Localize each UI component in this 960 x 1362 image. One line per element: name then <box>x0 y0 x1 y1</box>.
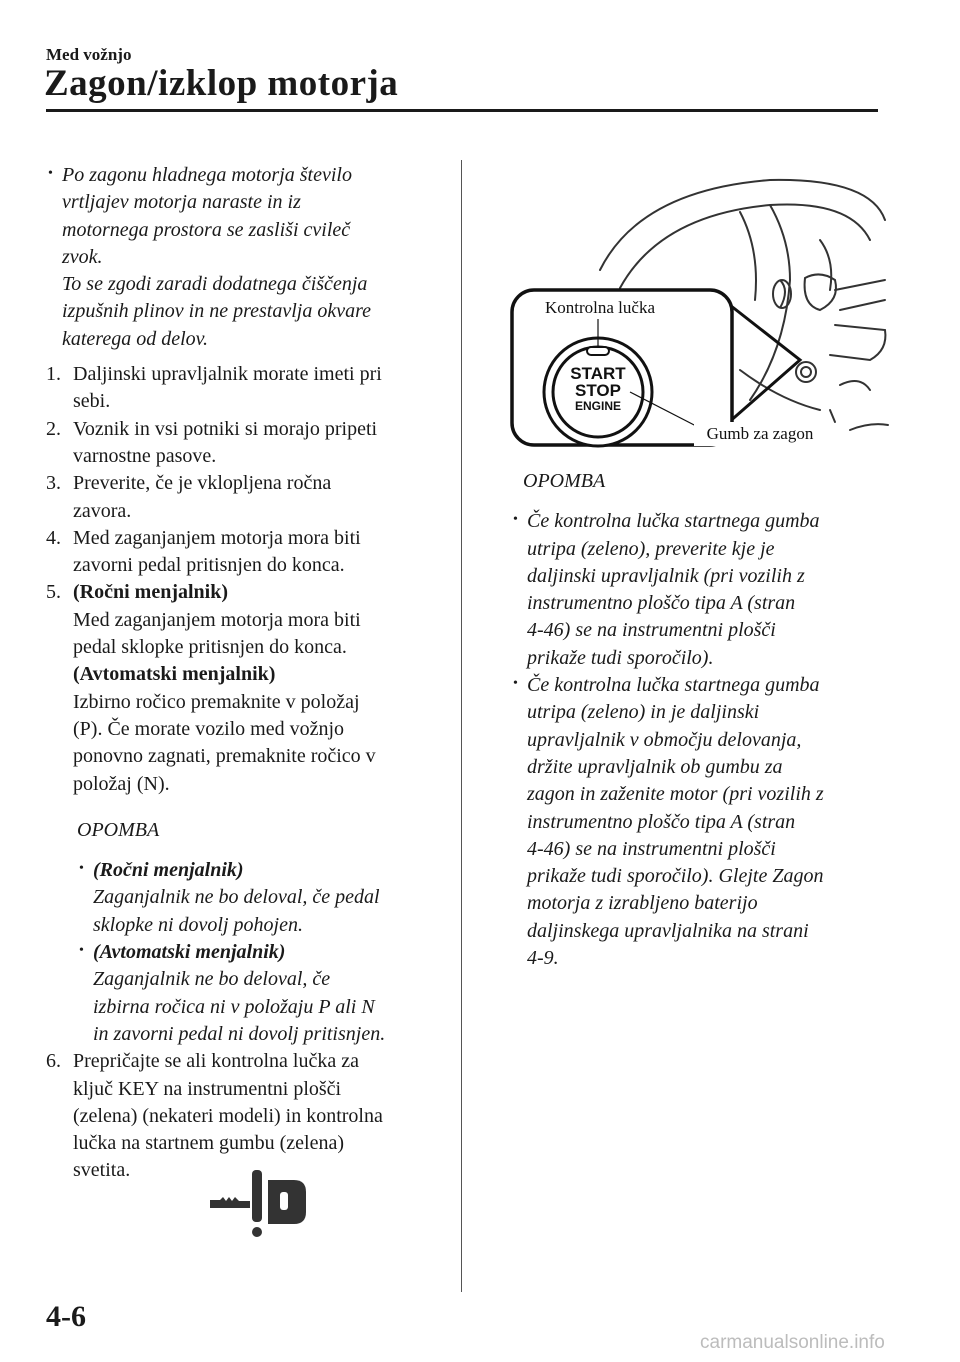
text-line: izbirna ročica ni v položaju P ali N <box>93 995 375 1018</box>
text-line: daljinski upravljalnik (pri vozilih z <box>527 564 805 587</box>
text-line: Prepričajte se ali kontrolna lučka za <box>73 1050 359 1073</box>
text-line: zavora. <box>73 499 132 522</box>
text-line: To se zgodi zaradi dodatnega čiščenja <box>62 273 368 296</box>
step-1 <box>46 361 441 416</box>
step-3 <box>46 470 441 525</box>
text-line: katerega od delov. <box>62 327 209 350</box>
text-line: svetita. <box>73 1159 131 1182</box>
note-bullet-automatic <box>77 939 441 1048</box>
text-line: držite upravljalnik ob gumbu za <box>527 755 783 778</box>
step-number: 5. <box>46 581 61 604</box>
text-line: motorja z izrabljeno baterijo <box>527 892 758 915</box>
text-line: • Po zagonu hladnega motorja število <box>62 164 352 186</box>
text-line: (P). Če morate vozilo med vožnjo <box>73 717 345 740</box>
text-line: Zaganjalnik ne bo deloval, če <box>93 968 331 991</box>
text-line: utripa (zeleno), preverite kje je <box>527 537 775 560</box>
text-line: • Če kontrolna lučka startnega gumba <box>527 674 820 697</box>
text-line: Voznik in vsi potniki si morajo pripeti <box>73 417 378 440</box>
text-line: Preverite, če je vklopljena ročna <box>73 472 332 495</box>
text-line: • (Avtomatski menjalnik) <box>93 941 286 964</box>
left-column <box>46 162 441 1185</box>
page-title: Zagon/izklop motorja <box>44 63 399 104</box>
text-line: upravljalnik v območju delovanja, <box>527 728 802 751</box>
text-line: motornega prostora se zasliši cvileč <box>62 218 351 241</box>
button-text-engine: ENGINE <box>574 399 622 413</box>
column-divider <box>461 160 462 1292</box>
page-number: 4-6 <box>46 1300 86 1333</box>
step-4 <box>46 525 441 580</box>
text-line: (zelena) (nekateri modeli) in kontrolna <box>73 1104 383 1127</box>
button-text-stop: STOP <box>575 381 621 400</box>
section-label: Med vožnjo <box>46 45 132 64</box>
button-text-start: START <box>570 364 626 383</box>
text-line: zavorni pedal pritisnjen do konca. <box>73 554 345 577</box>
text-line: ključ KEY na instrumentni plošči <box>73 1077 342 1100</box>
text-line: 4-46) se na instrumentni plošči <box>527 837 776 860</box>
start-button-figure <box>490 160 890 450</box>
step-5 <box>46 579 441 797</box>
key-warning-icon <box>206 1168 310 1240</box>
automatic-transmission-heading: (Avtomatski menjalnik) <box>73 663 276 686</box>
text-line: izpušnih plinov in ne prestavlja okvare <box>62 300 372 323</box>
watermark: carmanualsonline.info <box>700 1332 885 1353</box>
text-line: in zavorni pedal ni dovolj pritisnjen. <box>93 1022 386 1045</box>
text-line: Izbirno ročico premaknite v položaj <box>73 690 360 713</box>
step-6 <box>46 1048 441 1184</box>
text-line: instrumentno ploščo tipa A (stran <box>527 592 796 615</box>
text-line: prikaže tudi sporočilo). <box>527 646 714 669</box>
text-line: 4-46) se na instrumentni plošči <box>527 619 776 642</box>
step-number: 2. <box>46 417 61 440</box>
note-bullet-2 <box>511 672 900 972</box>
text-line: lučka na startnem gumbu (zelena) <box>73 1132 344 1155</box>
note-title: OPOMBA <box>77 818 160 841</box>
text-line: • Če kontrolna lučka startnega gumba <box>527 510 820 533</box>
text-line: Med zaganjanjem motorja mora biti <box>73 608 361 631</box>
indicator-light-label: Kontrolna lučka <box>545 298 655 317</box>
step-2 <box>46 416 441 471</box>
text-line: vrtljajev motorja naraste in iz <box>62 191 301 214</box>
text-line: sklopke ni dovolj pohojen. <box>93 913 303 936</box>
text-line: varnostne pasove. <box>73 444 217 467</box>
step-number: 1. <box>46 363 61 386</box>
text-line: položaj (N). <box>73 772 170 795</box>
text-line: instrumentno ploščo tipa A (stran <box>527 810 796 833</box>
text-line: zagon in zaženite motor (pri vozilih z <box>527 783 824 806</box>
step-number: 4. <box>46 526 61 549</box>
text-line: Daljinski upravljalnik morate imeti pri <box>73 363 382 386</box>
step-number: 3. <box>46 472 61 495</box>
text-line: Med zaganjanjem motorja mora biti <box>73 526 361 549</box>
text-line: daljinskega upravljalnika na strani <box>527 919 809 942</box>
cold-start-bullet <box>46 162 441 353</box>
text-line: Zaganjalnik ne bo deloval, če pedal <box>93 886 380 909</box>
right-column <box>480 468 900 972</box>
text-line: • (Ročni menjalnik) <box>93 859 244 882</box>
manual-transmission-heading: (Ročni menjalnik) <box>73 581 228 604</box>
text-line: utripa (zeleno) in je daljinski <box>527 701 760 724</box>
text-line: ponovno zagnati, premaknite ročico v <box>73 745 376 768</box>
note-bullet-manual <box>77 857 441 939</box>
title-rule <box>46 109 878 112</box>
text-line: zvok. <box>62 245 103 268</box>
note-block <box>46 817 441 1048</box>
text-line: sebi. <box>73 390 111 413</box>
start-button-label: Gumb za zagon <box>706 424 814 443</box>
step-number: 6. <box>46 1050 61 1073</box>
note-title: OPOMBA <box>523 470 606 492</box>
text-line: prikaže tudi sporočilo). Glejte Zagon <box>527 865 824 888</box>
text-line: pedal sklopke pritisnjen do konca. <box>73 636 347 659</box>
note-bullet-1 <box>511 508 900 672</box>
text-line: 4-9. <box>527 947 559 970</box>
